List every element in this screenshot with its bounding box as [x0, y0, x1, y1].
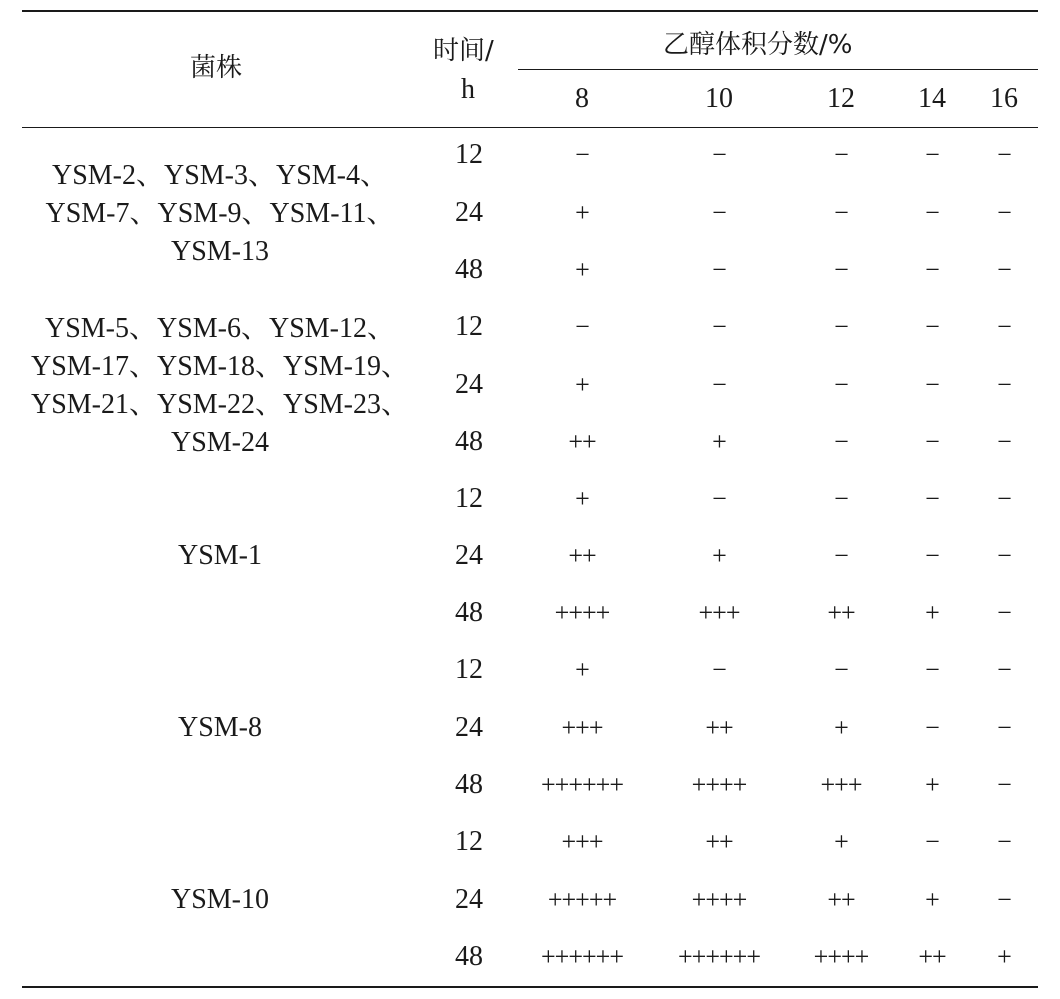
growth-cell: − [712, 140, 726, 169]
strain-group-label [20, 537, 420, 575]
growth-cell: − [834, 427, 848, 456]
concentration-header: 10 [705, 83, 733, 114]
growth-cell: − [997, 484, 1011, 513]
growth-cell: ++++ [813, 942, 869, 971]
time-cell: 12 [455, 826, 483, 857]
growth-cell: ++ [705, 827, 733, 856]
strain-group-label [20, 310, 420, 462]
time-cell: 24 [455, 197, 483, 228]
growth-cell: +++ [561, 827, 603, 856]
strain-group-label [20, 709, 420, 747]
growth-cell: + [834, 827, 848, 856]
strain-group-label [20, 881, 420, 919]
concentration-header: 16 [990, 83, 1018, 114]
header-bottom-rule [22, 127, 1038, 128]
strain-name-line: YSM-21、YSM-22、YSM-23、 [30, 389, 410, 420]
growth-cell: ++ [568, 541, 596, 570]
strain-name-line: YSM-24 [170, 427, 269, 458]
ethanol-header-rule [518, 69, 1038, 70]
growth-cell: − [997, 827, 1011, 856]
time-cell: 24 [455, 540, 483, 571]
growth-cell: − [997, 598, 1011, 627]
growth-cell: +++ [820, 770, 862, 799]
growth-cell: − [712, 370, 726, 399]
growth-cell: ++ [918, 942, 946, 971]
growth-cell: − [997, 312, 1011, 341]
time-cell: 12 [455, 483, 483, 514]
growth-cell: + [575, 655, 589, 684]
time-cell: 48 [455, 769, 483, 800]
growth-cell: − [834, 484, 848, 513]
growth-cell: − [997, 770, 1011, 799]
growth-cell: +++ [561, 713, 603, 742]
growth-cell: + [925, 598, 939, 627]
time-cell: 12 [455, 654, 483, 685]
growth-cell: ++ [827, 598, 855, 627]
growth-cell: − [997, 370, 1011, 399]
concentration-header: 8 [575, 83, 589, 114]
growth-cell: − [925, 370, 939, 399]
time-cell: 12 [455, 139, 483, 170]
growth-cell: − [997, 255, 1011, 284]
growth-cell: ++++++ [541, 942, 623, 971]
growth-cell: − [712, 655, 726, 684]
growth-cell: − [925, 827, 939, 856]
growth-cell: + [712, 541, 726, 570]
growth-cell: ++ [568, 427, 596, 456]
growth-cell: − [834, 312, 848, 341]
concentration-header: 12 [827, 83, 855, 114]
growth-cell: + [575, 370, 589, 399]
growth-cell: − [997, 140, 1011, 169]
time-cell: 24 [455, 712, 483, 743]
strain-group-label [20, 157, 420, 271]
growth-cell: + [575, 484, 589, 513]
growth-cell: − [997, 198, 1011, 227]
growth-cell: − [925, 312, 939, 341]
strain-name-line: YSM-13 [170, 236, 269, 267]
concentration-header: 14 [918, 83, 946, 114]
time-cell: 24 [455, 884, 483, 915]
strain-name-line: YSM-2、YSM-3、YSM-4、 [51, 160, 389, 191]
growth-cell: − [925, 427, 939, 456]
growth-cell: − [925, 198, 939, 227]
growth-cell: + [575, 198, 589, 227]
growth-cell: + [925, 885, 939, 914]
growth-cell: − [834, 541, 848, 570]
growth-cell: − [925, 655, 939, 684]
growth-cell: ++++++ [541, 770, 623, 799]
growth-cell: − [712, 255, 726, 284]
growth-cell: − [834, 655, 848, 684]
growth-cell: +++++ [547, 885, 617, 914]
top-rule [22, 10, 1038, 12]
strain-name-line: YSM-8 [177, 712, 262, 743]
growth-cell: + [925, 770, 939, 799]
time-column-header: 时间/ [433, 36, 494, 66]
growth-cell: + [834, 713, 848, 742]
time-cell: 48 [455, 941, 483, 972]
growth-cell: − [925, 140, 939, 169]
growth-cell: − [925, 484, 939, 513]
growth-cell: ++++ [554, 598, 610, 627]
growth-cell: − [575, 312, 589, 341]
strain-name-line: YSM-7、YSM-9、YSM-11、 [45, 198, 395, 229]
growth-cell: − [712, 484, 726, 513]
time-cell: 24 [455, 369, 483, 400]
strain-name-line: YSM-10 [170, 884, 269, 915]
growth-cell: ++++ [691, 885, 747, 914]
growth-cell: − [997, 713, 1011, 742]
growth-cell: − [997, 541, 1011, 570]
time-cell: 48 [455, 426, 483, 457]
growth-cell: ++++++ [678, 942, 760, 971]
growth-cell: ++ [827, 885, 855, 914]
growth-cell: − [997, 885, 1011, 914]
growth-cell: − [925, 713, 939, 742]
growth-cell: ++++ [691, 770, 747, 799]
strain-name-line: YSM-5、YSM-6、YSM-12、 [44, 313, 396, 344]
growth-cell: +++ [698, 598, 740, 627]
growth-cell: − [997, 655, 1011, 684]
strain-name-line: YSM-17、YSM-18、YSM-19、 [30, 351, 410, 382]
growth-cell: + [575, 255, 589, 284]
growth-cell: − [925, 255, 939, 284]
time-cell: 48 [455, 597, 483, 628]
growth-cell: + [712, 427, 726, 456]
time-cell: 48 [455, 254, 483, 285]
growth-cell: − [834, 198, 848, 227]
strain-name-line: YSM-1 [177, 540, 262, 571]
growth-cell: − [712, 198, 726, 227]
growth-cell: − [834, 140, 848, 169]
ethanol-fraction-header: 乙醇体积分数/% [663, 30, 853, 60]
time-unit-header: h [461, 74, 475, 105]
growth-cell: − [834, 255, 848, 284]
growth-cell: − [575, 140, 589, 169]
growth-cell: − [834, 370, 848, 399]
strain-column-header: 菌株 [190, 53, 243, 83]
bottom-rule [22, 986, 1038, 988]
growth-cell: ++ [705, 713, 733, 742]
growth-cell: − [712, 312, 726, 341]
growth-cell: − [925, 541, 939, 570]
growth-cell: + [997, 942, 1011, 971]
time-cell: 12 [455, 311, 483, 342]
growth-cell: − [997, 427, 1011, 456]
